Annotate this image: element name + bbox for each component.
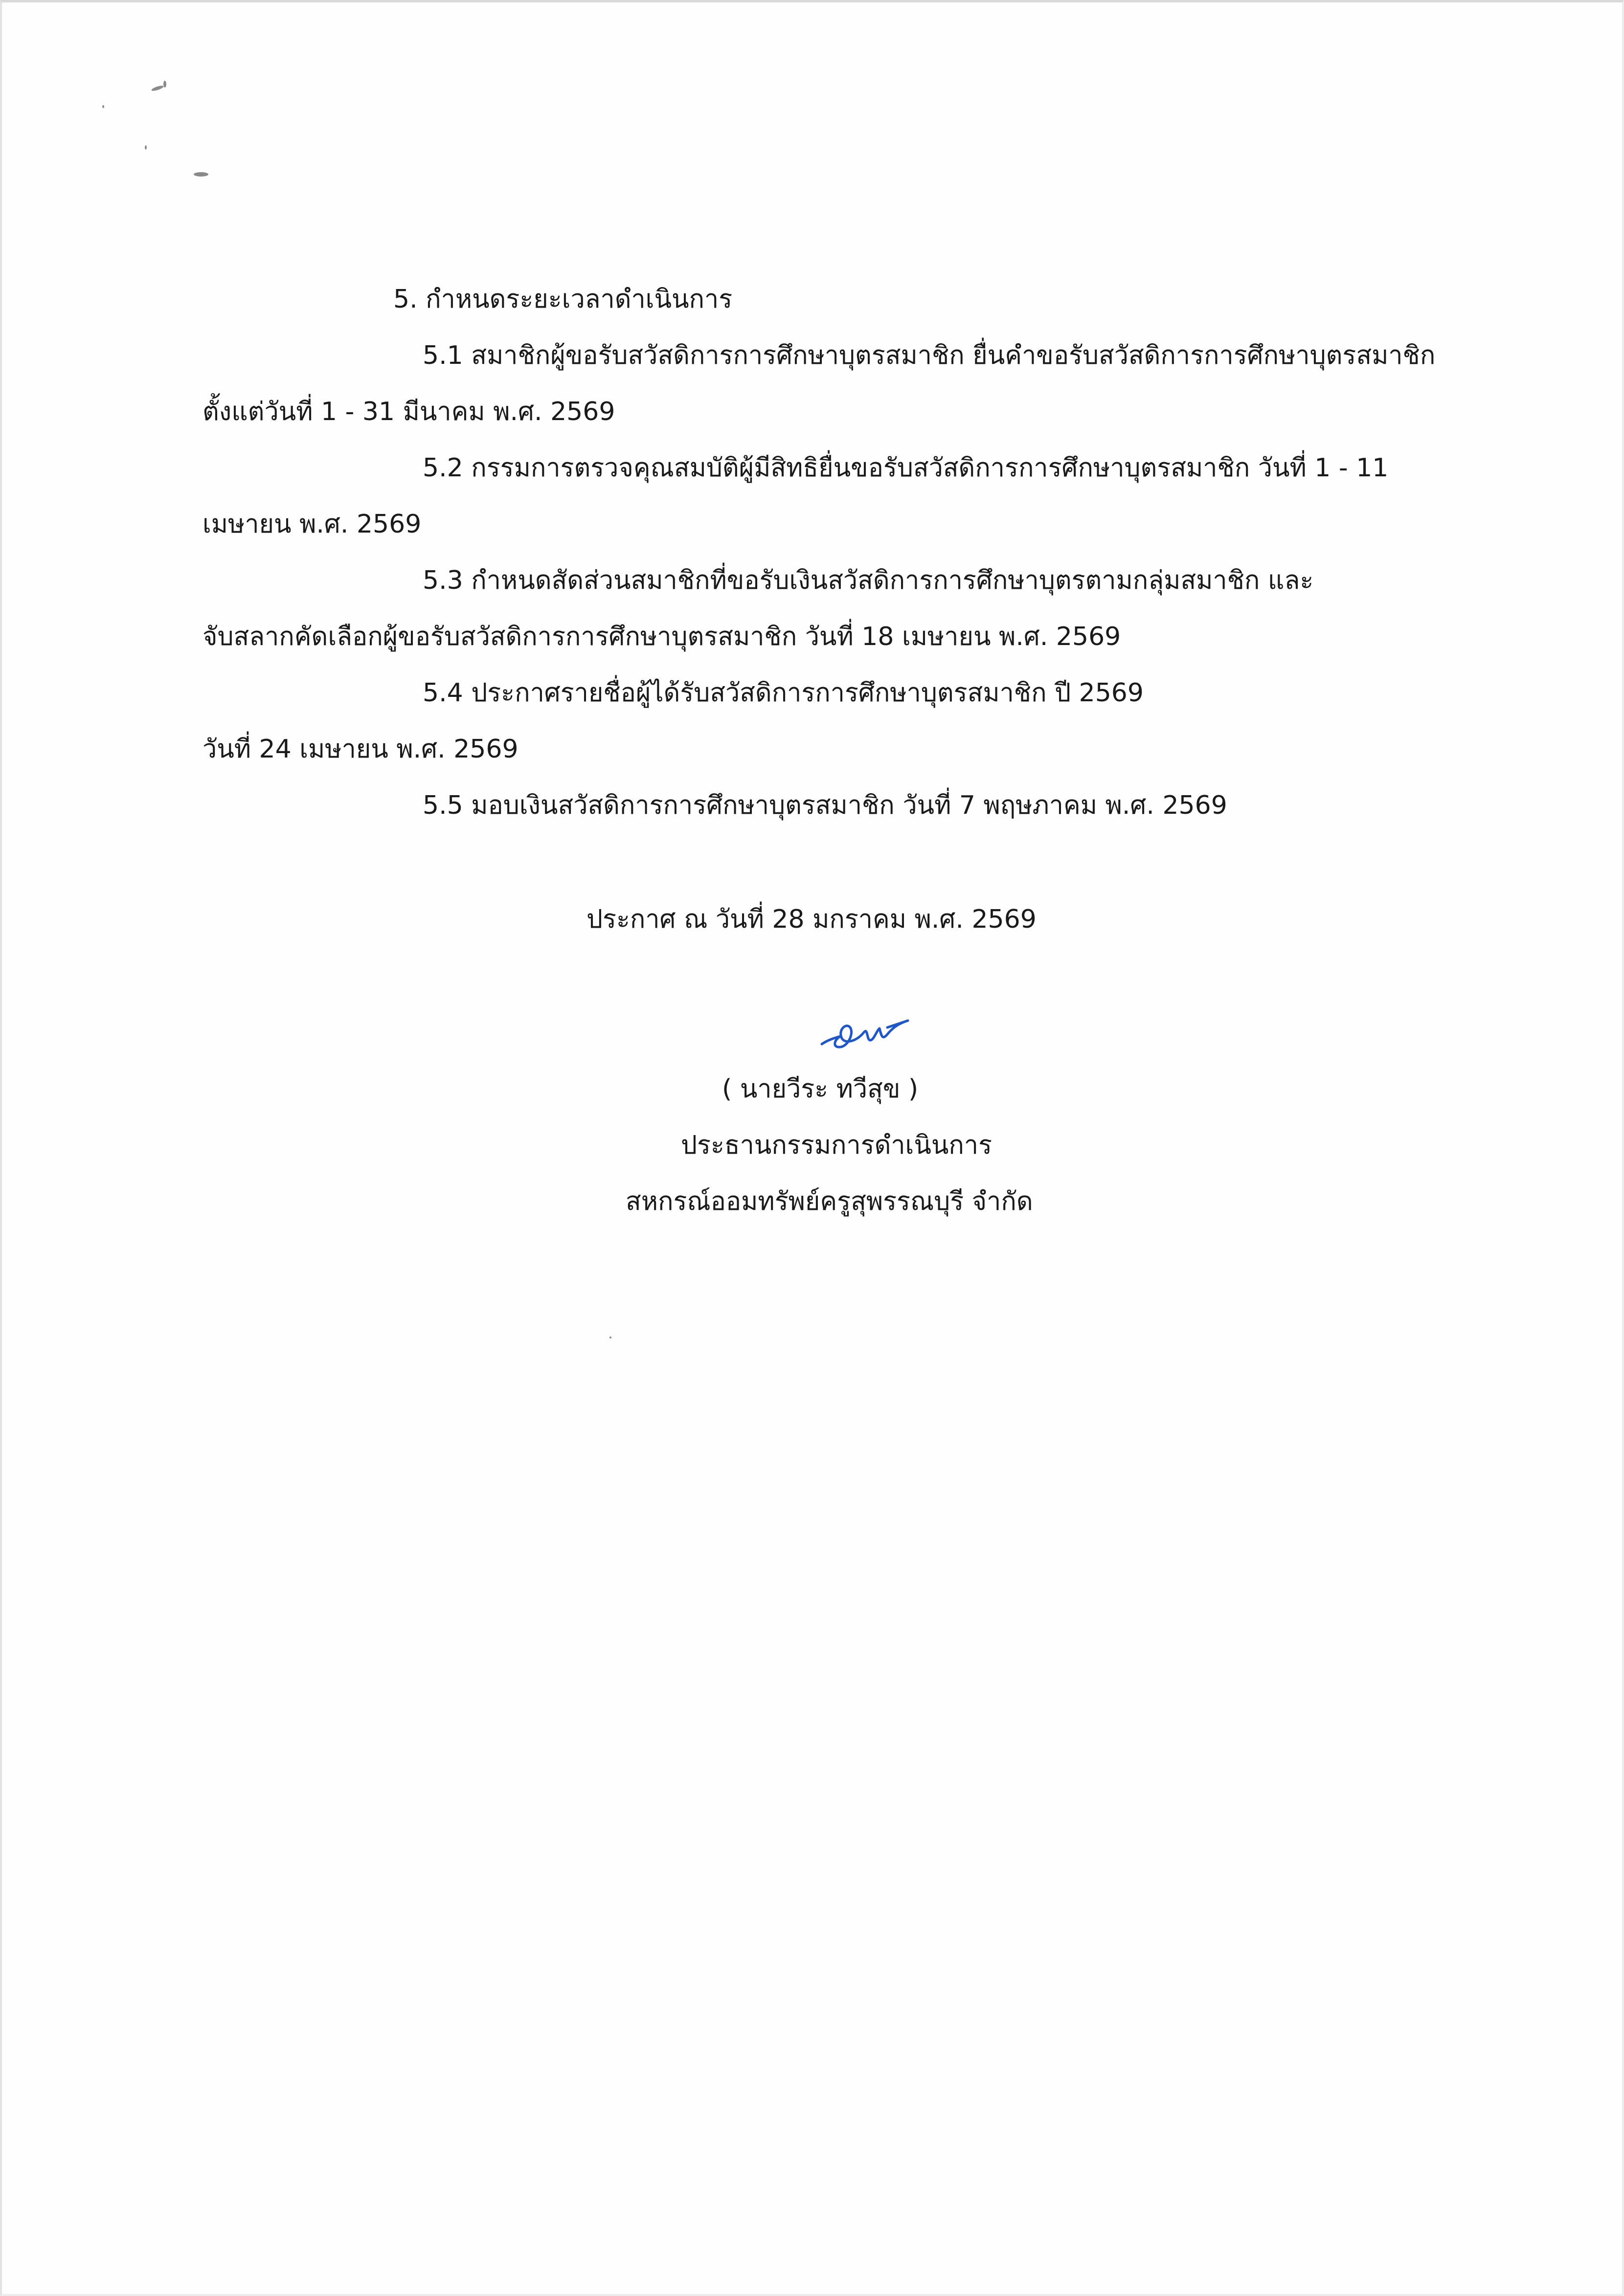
item-5-4-line1: 5.4 ประกาศรายชื่อผู้ได้รับสวัสดิการการศึกษาบุตรสมาชิก ปี 2569 (423, 678, 1144, 708)
signature (819, 1010, 912, 1054)
item-5-1-line2: ตั้งแต่วันที่ 1 - 31 มีนาคม พ.ศ. 2569 (203, 397, 615, 426)
section-heading: 5. กำหนดระยะเวลาดำเนินการ (393, 285, 733, 314)
announcement-date: ประกาศ ณ วันที่ 28 มกราคม พ.ศ. 2569 (586, 905, 1037, 934)
signer-position: ประธานกรรมการดำเนินการ (681, 1131, 992, 1160)
item-5-5-line1: 5.5 มอบเงินสวัสดิการการศึกษาบุตรสมาชิก วันที่ 7 พฤษภาคม พ.ศ. 2569 (423, 791, 1227, 820)
signer-name: ( นายวีระ ทวีสุข ) (722, 1074, 919, 1104)
item-5-3-line2: จับสลากคัดเลือกผู้ขอรับสวัสดิการการศึกษาบุตรสมาชิก วันที่ 18 เมษายน พ.ศ. 2569 (203, 622, 1121, 651)
item-5-3-line1: 5.3 กำหนดสัดส่วนสมาชิกที่ขอรับเงินสวัสดิการการศึกษาบุตรตามกลุ่มสมาชิก และ (423, 566, 1314, 595)
item-5-2-line2: เมษายน พ.ศ. 2569 (203, 510, 422, 539)
organization-name: สหกรณ์ออมทรัพย์ครูสุพรรณบุรี จำกัด (626, 1187, 1033, 1216)
item-5-2-line1: 5.2 กรรมการตรวจคุณสมบัติผู้มีสิทธิยื่นขอรับสวัสดิการการศึกษาบุตรสมาชิก วันที่ 1 - 11 (423, 453, 1389, 483)
item-5-4-line2: วันที่ 24 เมษายน พ.ศ. 2569 (203, 735, 519, 764)
item-5-1-line1: 5.1 สมาชิกผู้ขอรับสวัสดิการการศึกษาบุตรสมาชิก ยื่นคำขอรับสวัสดิการการศึกษาบุตรสมาชิก (423, 341, 1436, 370)
